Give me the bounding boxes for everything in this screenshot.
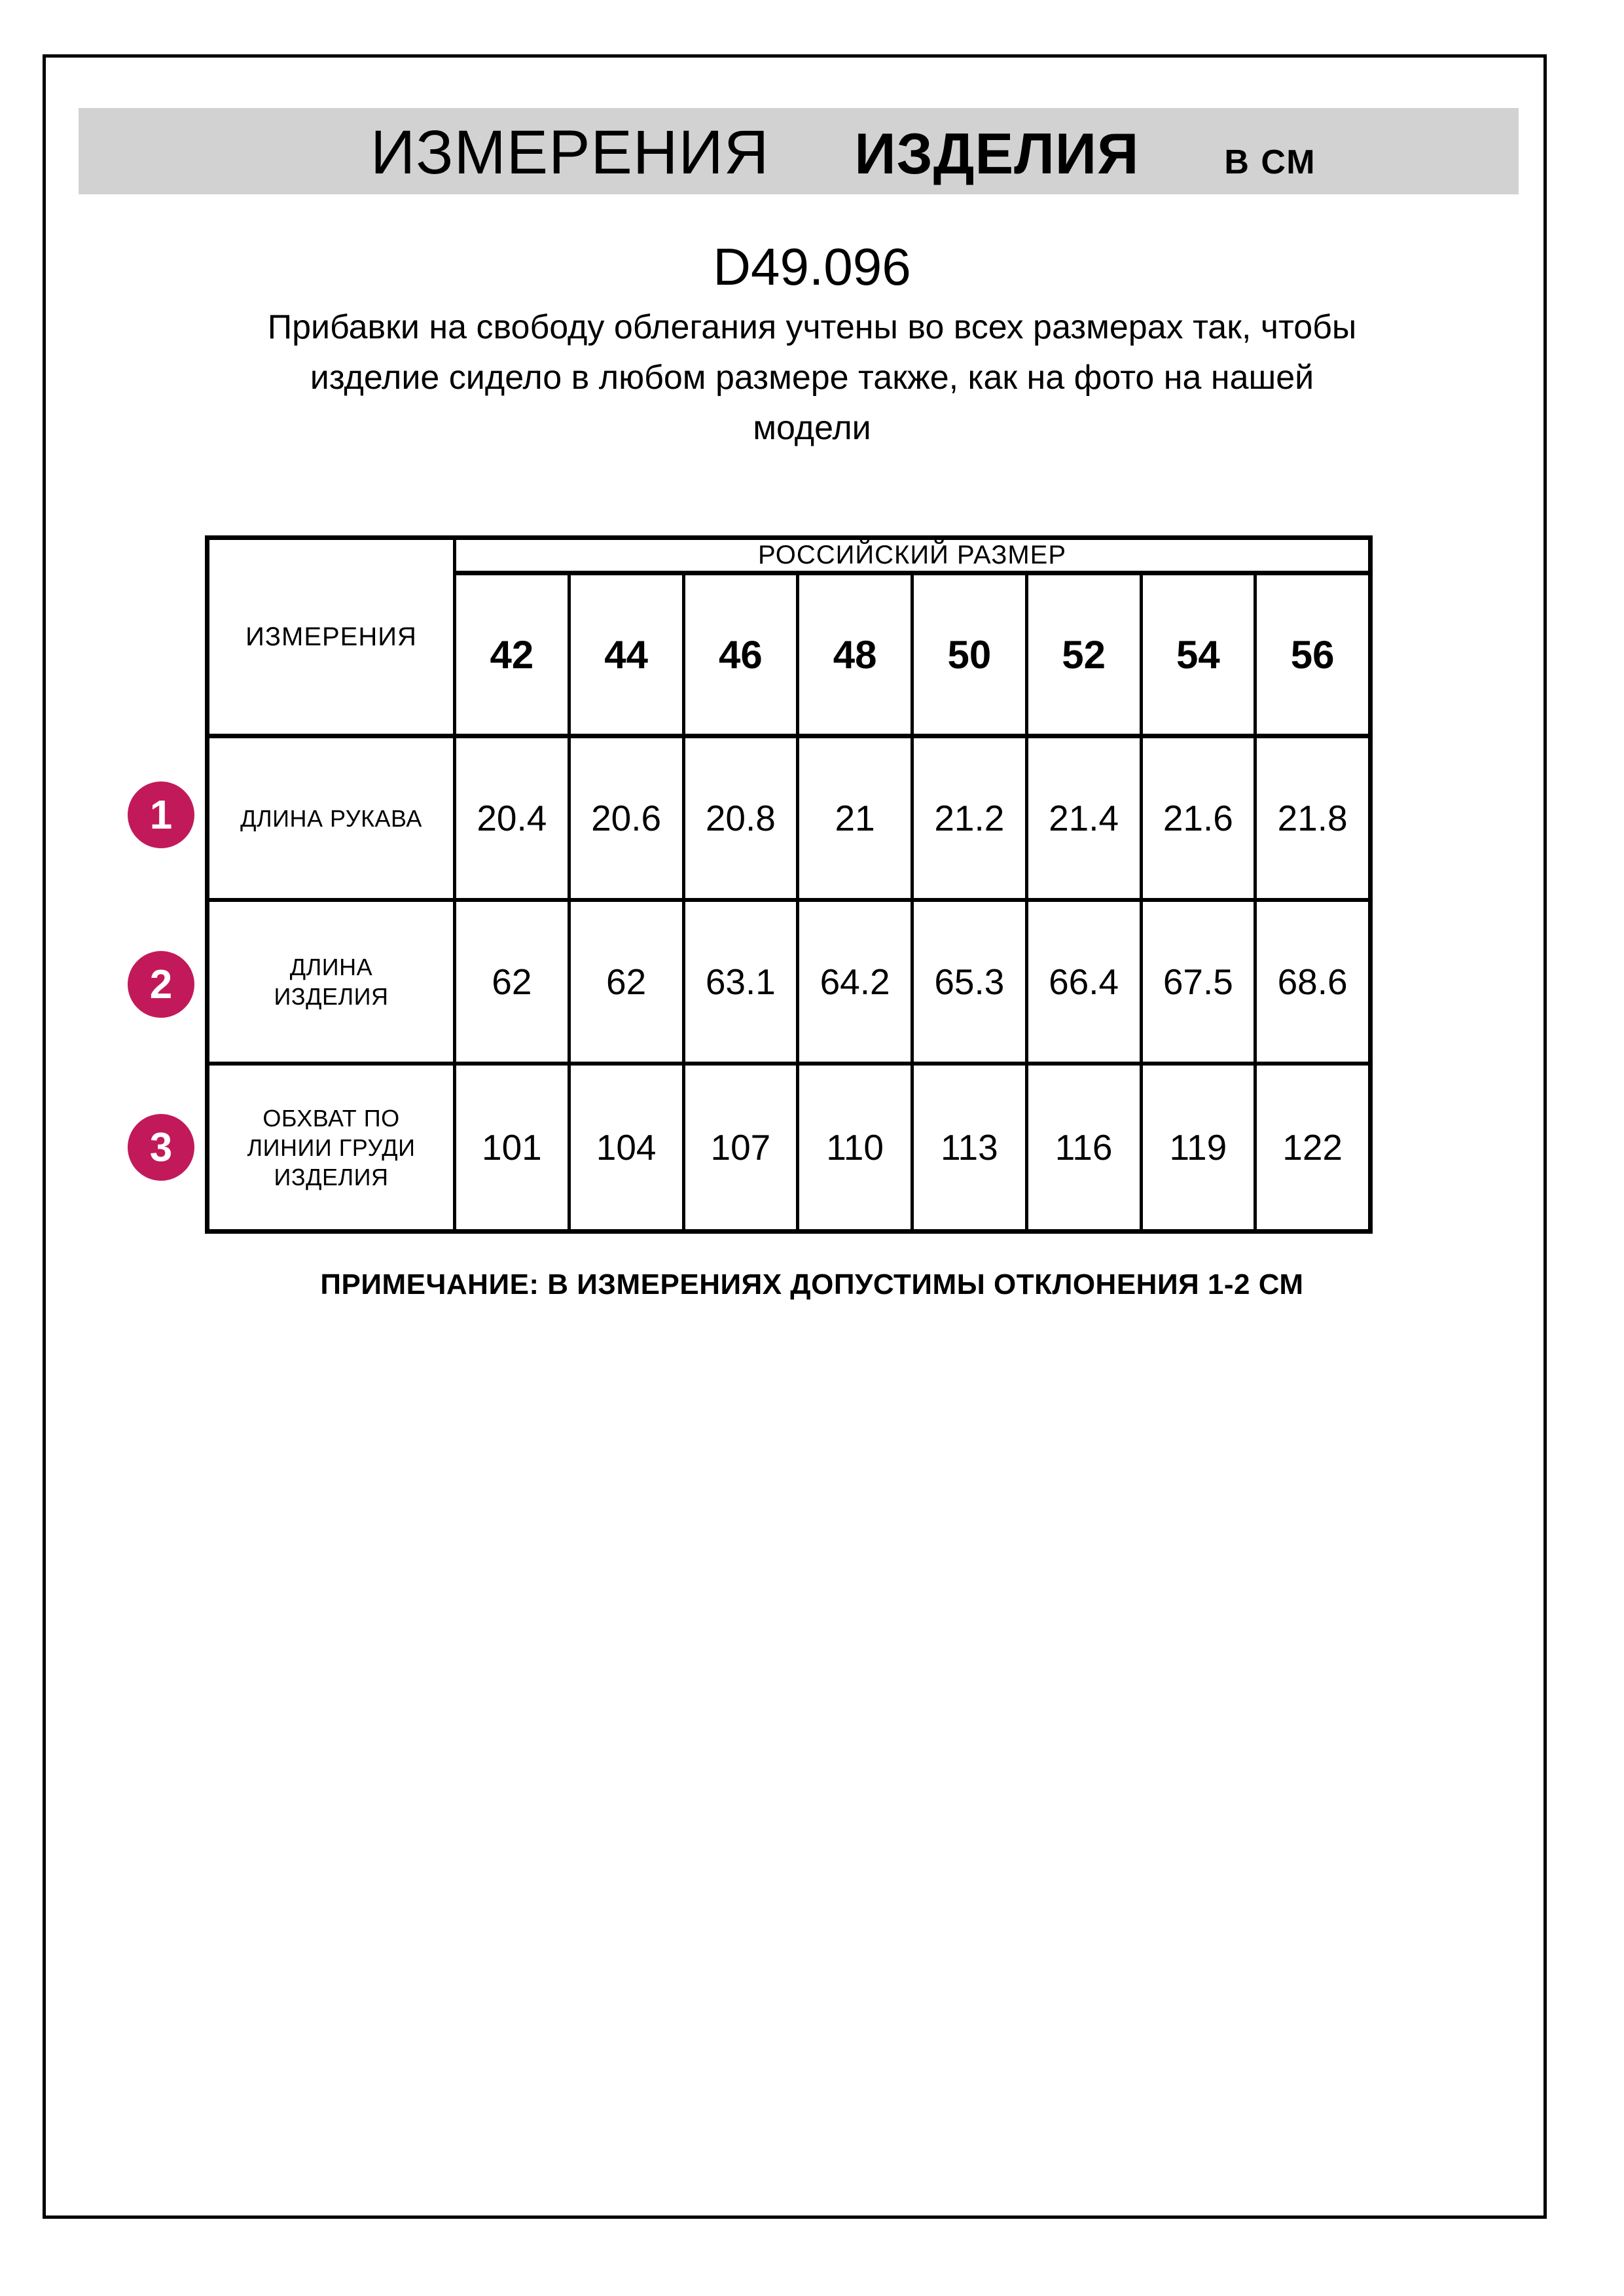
table-value: 64.2 — [796, 902, 911, 1066]
title-banner — [79, 108, 1519, 194]
table-value: 119 — [1140, 1066, 1254, 1229]
product-code: D49.096 — [713, 238, 911, 296]
table-corner-header: ИЗМЕРЕНИЯ — [209, 540, 453, 738]
size-column-header: 44 — [568, 575, 682, 738]
size-column-header: 56 — [1254, 575, 1368, 738]
size-column-header: 46 — [682, 575, 797, 738]
size-column-header: 42 — [453, 575, 568, 738]
table-value: 110 — [796, 1066, 911, 1229]
table-value: 66.4 — [1025, 902, 1140, 1066]
title-word-measurements: ИЗМЕРЕНИЯ — [370, 118, 770, 187]
intro-line: изделие сидело в любом размере также, как на фото на нашей — [310, 359, 1314, 397]
title-unit-cm: В СМ — [1224, 143, 1316, 181]
table-value: 21 — [796, 738, 911, 902]
table-value: 63.1 — [682, 902, 797, 1066]
table-value: 21.4 — [1025, 738, 1140, 902]
table-value: 62 — [568, 902, 682, 1066]
row-label-chest-girth: ОБХВАТ ПО ЛИНИИ ГРУДИ ИЗДЕЛИЯ — [209, 1066, 453, 1229]
table-value: 116 — [1025, 1066, 1140, 1229]
table-value: 107 — [682, 1066, 797, 1229]
row-label-sleeve-length: ДЛИНА РУКАВА — [209, 738, 453, 902]
table-value: 68.6 — [1254, 902, 1368, 1066]
table-value: 21.6 — [1140, 738, 1254, 902]
row-number-badge-1: 1 — [128, 781, 194, 848]
size-column-header: 52 — [1025, 575, 1140, 738]
table-value: 113 — [911, 1066, 1025, 1229]
table-value: 20.4 — [453, 738, 568, 902]
size-column-header: 50 — [911, 575, 1025, 738]
table-value: 20.6 — [568, 738, 682, 902]
table-value: 20.8 — [682, 738, 797, 902]
size-table — [205, 535, 1373, 1234]
table-value: 21.8 — [1254, 738, 1368, 902]
intro-line: Прибавки на свободу облегания учтены во всех размерах так, чтобы — [267, 308, 1357, 346]
table-value: 122 — [1254, 1066, 1368, 1229]
tolerance-note: ПРИМЕЧАНИЕ: В ИЗМЕРЕНИЯХ ДОПУСТИМЫ ОТКЛОНЕНИЯ 1-2 СМ — [320, 1268, 1304, 1300]
intro-paragraph — [0, 302, 1624, 454]
table-size-group-header: РОССИЙСКИЙ РАЗМЕР — [453, 540, 1368, 575]
row-number-badge-2: 2 — [128, 951, 194, 1018]
table-value: 67.5 — [1140, 902, 1254, 1066]
table-value: 101 — [453, 1066, 568, 1229]
table-value: 62 — [453, 902, 568, 1066]
size-column-header: 48 — [796, 575, 911, 738]
table-value: 65.3 — [911, 902, 1025, 1066]
intro-line: модели — [753, 409, 871, 447]
row-label-garment-length: ДЛИНА ИЗДЕЛИЯ — [209, 902, 453, 1066]
row-number-badge-3: 3 — [128, 1114, 194, 1181]
title-word-product: ИЗДЕЛИЯ — [854, 121, 1140, 186]
table-value: 104 — [568, 1066, 682, 1229]
table-value: 21.2 — [911, 738, 1025, 902]
size-column-header: 54 — [1140, 575, 1254, 738]
